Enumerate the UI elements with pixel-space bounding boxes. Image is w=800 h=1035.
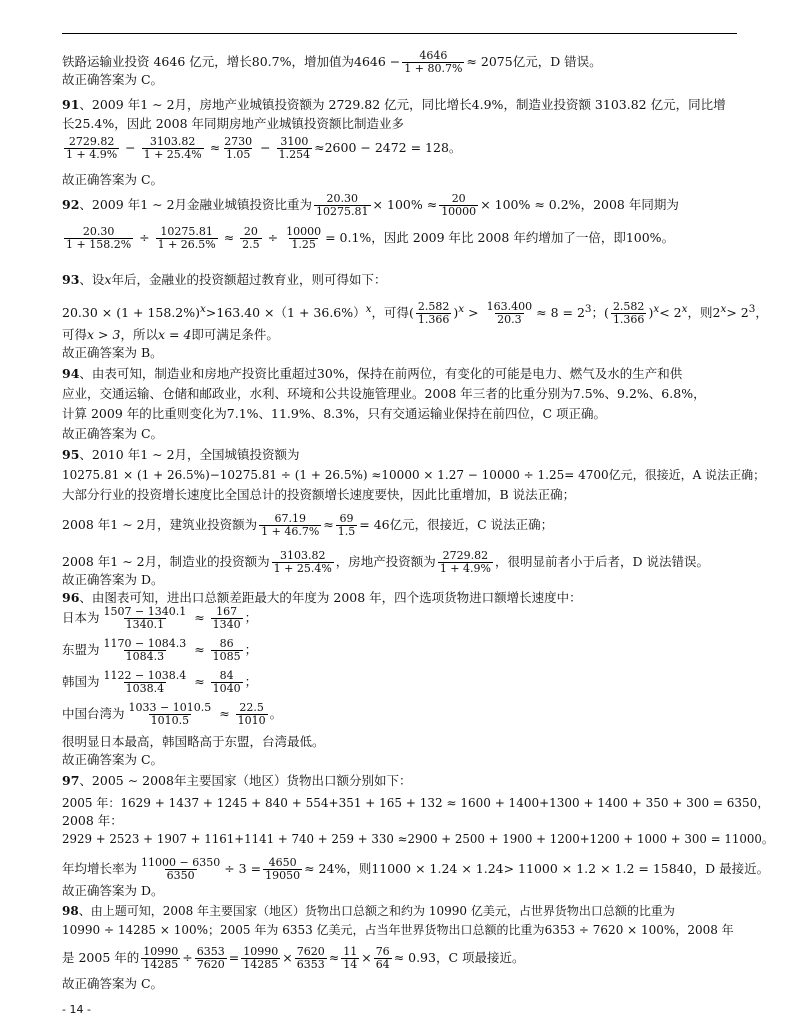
fraction: $\frac{76}{64}$ bbox=[375, 945, 390, 971]
text-line: 很明显日本最高，韩国略高于东盟，台湾最低。 bbox=[62, 734, 325, 749]
formula-line: $\frac{2729.82}{1 + 4.9\%}$ − $\frac{3103.82}{1 + 25.4\%}$ ≈ $\frac{2730}{1.05}$ − $\frac{3100}{1.254}$ ≈2600 − 2472 = 128。 bbox=[66, 135, 462, 161]
text-line: 应业，交通运输、仓储和邮政业，水利、环境和公共设施管理业。2008 年三者的比重分别为7.5%、9.2%、6.8%， bbox=[62, 386, 706, 401]
question-number: 96 bbox=[62, 590, 80, 605]
answer-line: 故正确答案为 C。 bbox=[62, 172, 164, 187]
question-number: 97 bbox=[62, 773, 80, 788]
text: 铁路运输业投资 4646 亿元，增长 bbox=[62, 54, 252, 69]
formula-line: 2929 + 2523 + 1907 + 1161+1141 + 740 + 259 + 330 ≈2900 + 2500 + 1900 + 1200+1200 + 1000 + 300 = 11000。 bbox=[62, 832, 774, 846]
text: ，增加值为 bbox=[291, 54, 354, 69]
formula-line: 东盟为 $\frac{1170 - 1084.3}{1084.3}$ ≈ $\frac{86}{1085}$ ； bbox=[62, 637, 258, 663]
math: 80.7% bbox=[251, 54, 292, 69]
fraction: $\frac{67.19}{1 + 46.7\%}$ bbox=[261, 512, 320, 538]
text-line: 长25.4%，因此 2008 年同期房地产业城镇投资额比制造业多 bbox=[62, 116, 404, 131]
text-line: 计算 2009 年的比重则变化为7.1%、11.9%、8.3%，只有交通运输业保持在前四位，C 项正确。 bbox=[62, 406, 607, 421]
question-94: 94、由表可知，制造业和房地产投资比重超过30%，保持在前两位，有变化的可能是电力、燃气及水的生产和供 bbox=[62, 366, 683, 381]
formula-line: $20.30 \times (1 + 158.2\%)^x>163.40 \times(1 + 36.6\%)^x$，可得( $\frac{2.582}{1.366}$ )$^x$ > $\frac{163.400}{20.3}$ ≈ $8 = 2^3$；( $\frac{2.582}{1.366}$ )$^x< 2^x$，则$2^x> 2^3$， bbox=[62, 300, 768, 327]
fraction: $\frac{2730}{1.05}$ bbox=[224, 135, 253, 161]
question-98: 98、由上题可知，2008 年主要国家（地区）货物出口总额之和约为 10990 亿美元，占世界货物出口总额的比重为 bbox=[62, 904, 675, 918]
fraction: $\frac{20}{2.5}$ bbox=[242, 225, 260, 251]
question-number: 95 bbox=[62, 447, 80, 462]
fraction: $\frac{2729.82}{1 + 4.9\%}$ bbox=[66, 135, 118, 161]
fraction: $\frac{10990}{14285}$ bbox=[243, 945, 279, 971]
fraction: $\frac{2729.82}{1 + 4.9\%}$ bbox=[439, 549, 491, 575]
fraction: $\frac{20}{10000}$ bbox=[441, 192, 477, 218]
answer-line: 故正确答案为 C。 bbox=[62, 976, 164, 991]
fraction: $\frac{69}{1.5}$ bbox=[337, 512, 356, 538]
formula-line: 韩国为 $\frac{1122 - 1038.4}{1038.4}$ ≈ $\frac{84}{1040}$ ； bbox=[62, 669, 258, 695]
answer-line: 故正确答案为 C。 bbox=[62, 752, 164, 767]
fraction: $\frac{6353}{7620}$ bbox=[196, 945, 225, 971]
fraction: $\frac{10275.81}{1 + 26.5\%}$ bbox=[157, 225, 216, 251]
formula-line: 2008 年1 ∼ 2月，建筑业投资额为 $\frac{67.19}{1 + 46.7\%}$ ≈ $\frac{69}{1.5}$ = 46亿元，很接近，C 说法正确； bbox=[62, 512, 554, 538]
fraction: $\frac{20.30}{10275.81}$ bbox=[316, 192, 369, 218]
question-number: 98 bbox=[62, 904, 79, 918]
text-line: 2008 年： bbox=[62, 813, 123, 828]
fraction: $\frac{1507 - 1340.1}{1340.1}$ bbox=[103, 605, 187, 631]
question-number: 92 bbox=[62, 197, 80, 212]
formula-line: $\frac{20.30}{1 + 158.2\%}$ ÷ $\frac{10275.81}{1 + 26.5\%}$ ≈ $\frac{20}{2.5}$ ÷ $\frac{10000}{1.25}$ = 0.1%，因此 2009 年比 2008 年约增加了一倍，即100%。 bbox=[66, 225, 675, 251]
question-number: 93 bbox=[62, 272, 80, 287]
fraction: $\frac{10000}{1.25}$ bbox=[286, 225, 322, 251]
fraction: $\frac{86}{1085}$ bbox=[212, 637, 241, 663]
fraction: $\frac{167}{1340}$ bbox=[212, 605, 241, 631]
text-line: 大部分行业的投资增长速度比全国总计的投资额增长速度要快，因此比重增加，B 说法正确； bbox=[62, 487, 576, 502]
answer-line: 故正确答案为 D。 bbox=[62, 572, 164, 587]
question-96: 96、由图表可知，进出口总额差距最大的年度为 2008 年，四个选项货物进口额增长速度中： bbox=[62, 590, 582, 605]
header-rule bbox=[62, 33, 737, 34]
fraction: $\frac{2.582}{1.366}$ bbox=[612, 300, 645, 327]
formula-line: 2008 年1 ∼ 2月，制造业的投资额为 $\frac{3103.82}{1 + 25.4\%}$ ，房地产投资额为 $\frac{2729.82}{1 + 4.9\%}$ ，很明显前者小于后者，D 说法错误。 bbox=[62, 549, 709, 575]
fraction: $\frac{10990}{14285}$ bbox=[143, 945, 179, 971]
fraction: $\frac{11000 - 6350}{6350}$ bbox=[141, 856, 221, 882]
fraction: $\frac{20.30}{1 + 158.2\%}$ bbox=[66, 225, 132, 251]
fraction: $\frac{11}{14}$ bbox=[343, 945, 358, 971]
question-91: 91、2009 年1 ∼ 2月，房地产业城镇投资额为 2729.82 亿元，同比增长4.9%，制造业投资额 3103.82 亿元，同比增 bbox=[62, 97, 726, 112]
question-93: 93、设x年后，金融业的投资额超过教育业，则可得如下： bbox=[62, 272, 387, 287]
question-number: 94 bbox=[62, 366, 80, 381]
fraction: $\frac{4650}{19050}$ bbox=[265, 856, 301, 882]
fraction: $\frac{1033 - 1010.5}{1010.5}$ bbox=[128, 701, 212, 727]
formula-line: 年均增长率为 $\frac{11000 - 6350}{6350}$ ÷ 3 = $\frac{4650}{19050}$ ≈ 24%，则11000 × 1.24 × 1.24> 11000 × 1.2 × 1.2 = 15840，D 最接近。 bbox=[62, 856, 770, 882]
formula-line: 10275.81 × (1 + 26.5%)−10275.81 ÷ (1 + 26.5%) ≈10000 × 1.27 − 10000 ÷ 1.25= 4700亿元，很接近，A 说法正确； bbox=[62, 468, 766, 482]
formula-line: 2005 年：1629 + 1437 + 1245 + 840 + 554+351 + 165 + 132 ≈ 1600 + 1400+1300 + 1400 + 350 + 300 = 6350， bbox=[62, 796, 770, 810]
question-number: 91 bbox=[62, 97, 80, 112]
formula-line: 中国台湾为 $\frac{1033 - 1010.5}{1010.5}$ ≈ $\frac{22.5}{1010}$ 。 bbox=[62, 701, 283, 727]
answer-line: 故正确答案为 C。 bbox=[62, 426, 164, 441]
text-line: 10990 ÷ 14285 × 100%；2005 年为 6353 亿美元，占当年世界货物出口总额的比重为6353 ÷ 7620 × 100%，2008 年 bbox=[62, 923, 734, 937]
formula-line: 是 2005 年的 $\frac{10990}{14285}$ ÷ $\frac{6353}{7620}$ = $\frac{10990}{14285}$ × $\frac{7620}{6353}$ ≈ $\frac{11}{14}$ × $\frac{76}{64}$ ≈ 0.93，C 项最接近。 bbox=[62, 945, 525, 971]
fraction: $\frac{3100}{1.254}$ bbox=[278, 135, 311, 161]
fraction: $\frac{2.582}{1.366}$ bbox=[417, 300, 450, 327]
answer-line: 故正确答案为 B。 bbox=[62, 345, 163, 360]
fraction: $\frac{4646}{1 + 80.7\%}$ bbox=[404, 49, 463, 75]
answer-line: 故正确答案为 C。 bbox=[62, 72, 164, 87]
fraction: $\frac{22.5}{1010}$ bbox=[237, 701, 266, 727]
question-95: 95、2010 年1 ∼ 2月，全国城镇投资额为 bbox=[62, 447, 300, 462]
fraction: $\frac{7620}{6353}$ bbox=[296, 945, 325, 971]
answer-line: 故正确答案为 D。 bbox=[62, 883, 164, 898]
fraction: $\frac{84}{1040}$ bbox=[212, 669, 241, 695]
fraction: $\frac{3103.82}{1 + 25.4\%}$ bbox=[143, 135, 202, 161]
text-line: 可得x > 3，所以x = 4即可满足条件。 bbox=[62, 327, 279, 342]
question-92: 92、2009 年1 ∼ 2月金融业城镇投资比重为 $\frac{20.30}{10275.81}$ × 100% ≈ $\frac{20}{10000}$ × 100% ≈ 0.2%，2008 年同期为 bbox=[62, 192, 679, 218]
math: 4646 − bbox=[354, 54, 401, 69]
question-97: 97、2005 ∼ 2008年主要国家（地区）货物出口额分别如下： bbox=[62, 773, 412, 788]
fraction: $\frac{1122 - 1038.4}{1038.4}$ bbox=[103, 669, 187, 695]
math: ≈ 2075 bbox=[466, 54, 513, 69]
text: 亿元，D 错误。 bbox=[512, 54, 602, 69]
formula-line: 日本为 $\frac{1507 - 1340.1}{1340.1}$ ≈ $\frac{167}{1340}$ ； bbox=[62, 605, 258, 631]
fraction: $\frac{1170 - 1084.3}{1084.3}$ bbox=[103, 637, 187, 663]
fraction: $\frac{3103.82}{1 + 25.4\%}$ bbox=[273, 549, 332, 575]
fraction: $\frac{163.400}{20.3}$ bbox=[486, 300, 533, 327]
page-number: - 14 - bbox=[62, 1003, 91, 1016]
